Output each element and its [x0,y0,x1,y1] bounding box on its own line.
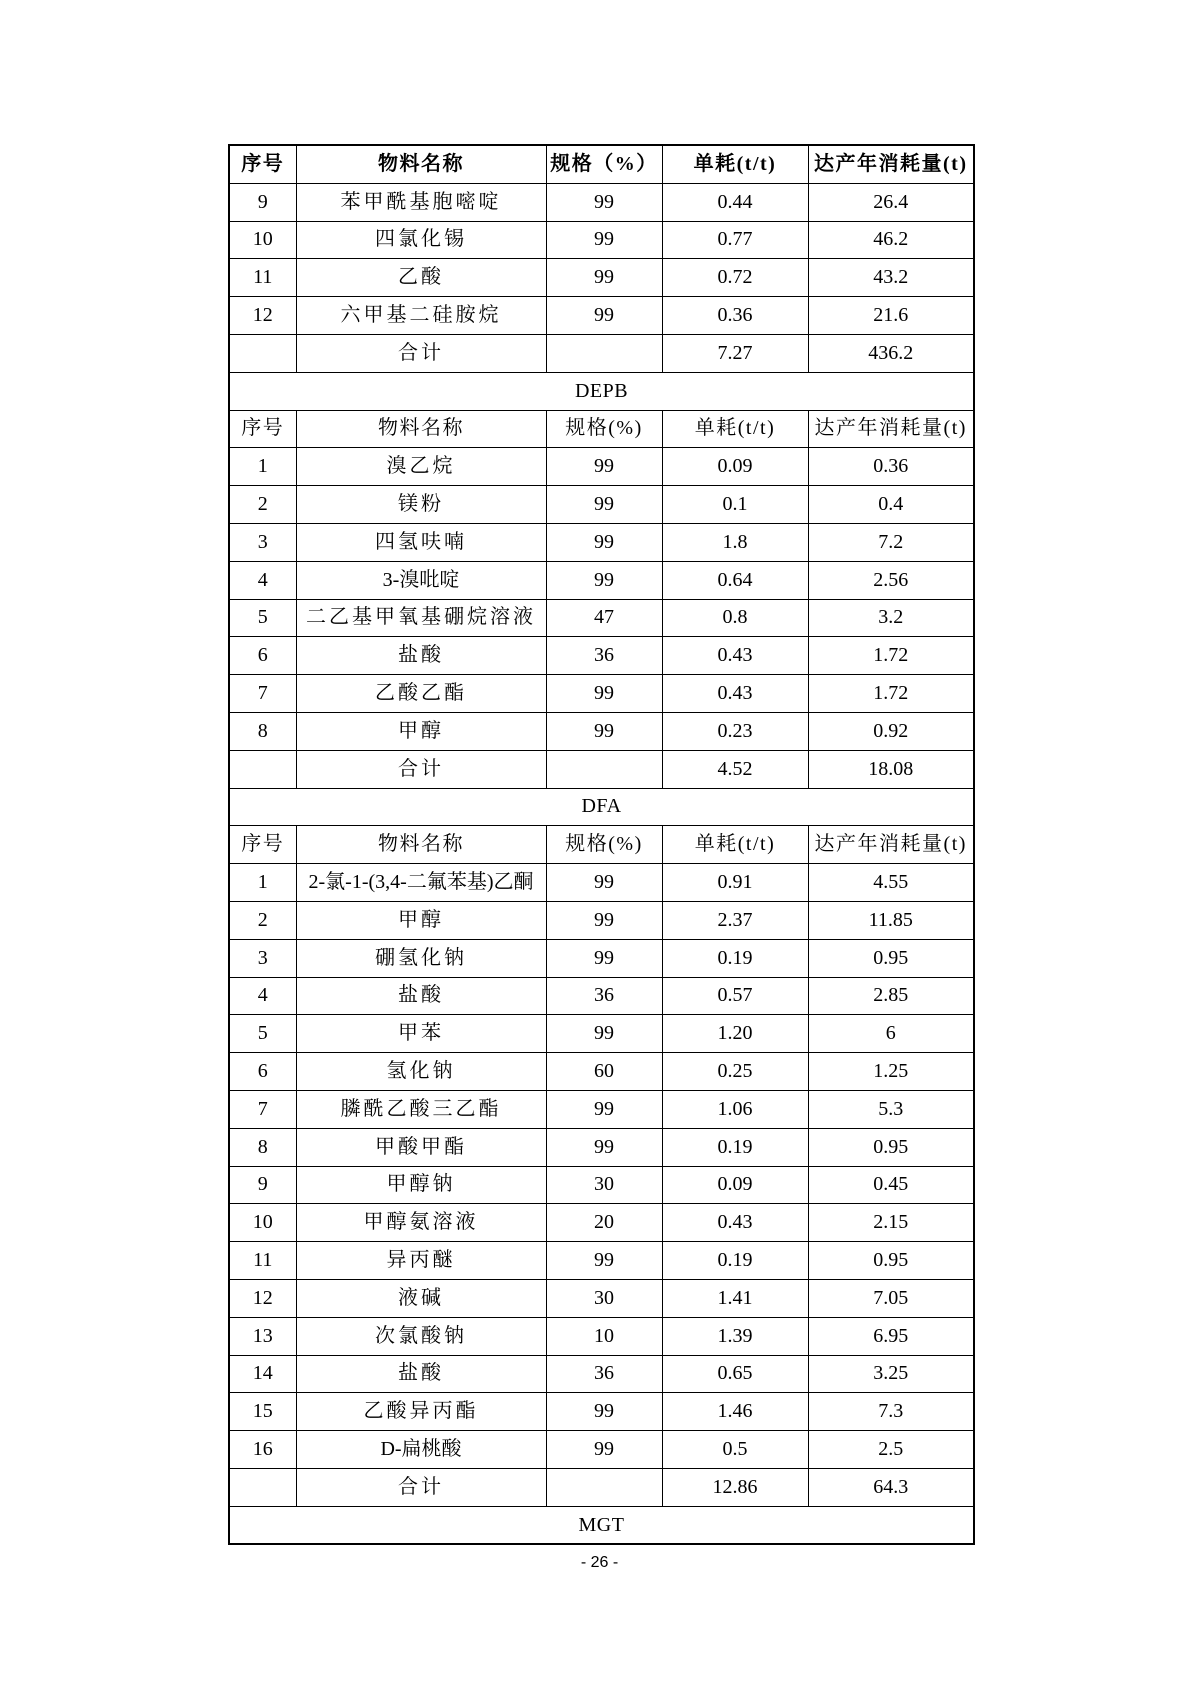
cell-no: 9 [229,183,296,221]
cell-annual: 46.2 [808,221,974,259]
cell-annual: 436.2 [808,334,974,372]
table-row [229,1128,974,1166]
cell-unit: 0.44 [662,183,808,221]
cell-spec: 99 [546,1242,662,1280]
cell-spec: 30 [546,1279,662,1317]
total-row [229,334,974,372]
cell-unit: 12.86 [662,1468,808,1506]
cell-spec: 99 [546,864,662,902]
cell-spec: 30 [546,1166,662,1204]
table-row [229,1242,974,1280]
cell-name: 甲苯 [296,1015,546,1053]
cell-annual: 0.95 [808,1242,974,1280]
cell-unit: 0.64 [662,561,808,599]
table-row [229,1355,974,1393]
cell-name: 2-氯-1-(3,4-二氟苯基)乙酮 [296,864,546,902]
cell-unit: 1.39 [662,1317,808,1355]
column-header-annual: 达产年消耗量(t) [808,410,974,448]
cell-annual: 2.15 [808,1204,974,1242]
materials-table-body [229,145,974,1544]
cell-no: 11 [229,259,296,297]
cell-spec: 99 [546,1431,662,1469]
cell-annual: 5.3 [808,1090,974,1128]
cell-unit: 0.25 [662,1053,808,1091]
cell-annual: 1.25 [808,1053,974,1091]
cell-name: 膦酰乙酸三乙酯 [296,1090,546,1128]
column-header-unit: 单耗(t/t) [662,145,808,183]
cell-no: 12 [229,1279,296,1317]
cell-spec: 36 [546,637,662,675]
cell-no: 11 [229,1242,296,1280]
cell-no: 8 [229,712,296,750]
column-header-spec: 规格(%) [546,826,662,864]
cell-annual: 0.95 [808,1128,974,1166]
cell-unit: 2.37 [662,901,808,939]
cell-unit: 1.8 [662,523,808,561]
total-label: 合计 [296,750,546,788]
cell-no: 14 [229,1355,296,1393]
cell-spec: 99 [546,1015,662,1053]
cell-spec [546,1468,662,1506]
cell-unit: 0.43 [662,637,808,675]
cell-unit: 0.5 [662,1431,808,1469]
cell-no: 3 [229,939,296,977]
cell-no: 12 [229,297,296,335]
table-row [229,1166,974,1204]
table-row [229,486,974,524]
cell-no: 6 [229,637,296,675]
cell-no: 3 [229,523,296,561]
cell-annual: 6.95 [808,1317,974,1355]
cell-name: 甲醇氨溶液 [296,1204,546,1242]
cell-name: D-扁桃酸 [296,1431,546,1469]
cell-annual: 0.45 [808,1166,974,1204]
column-header-no: 序号 [229,145,296,183]
cell-no: 10 [229,221,296,259]
cell-annual: 0.36 [808,448,974,486]
cell-name: 乙酸异丙酯 [296,1393,546,1431]
cell-spec: 36 [546,1355,662,1393]
cell-spec: 99 [546,712,662,750]
cell-name: 苯甲酰基胞嘧啶 [296,183,546,221]
cell-annual: 3.25 [808,1355,974,1393]
column-header-name: 物料名称 [296,410,546,448]
cell-name: 甲酸甲酯 [296,1128,546,1166]
cell-name: 镁粉 [296,486,546,524]
cell-no: 2 [229,901,296,939]
cell-annual: 0.95 [808,939,974,977]
cell-spec: 99 [546,939,662,977]
column-header-unit: 单耗(t/t) [662,410,808,448]
cell-name: 甲醇钠 [296,1166,546,1204]
cell-annual: 2.56 [808,561,974,599]
cell-name: 异丙醚 [296,1242,546,1280]
cell-spec: 10 [546,1317,662,1355]
cell-name: 次氯酸钠 [296,1317,546,1355]
cell-annual: 2.85 [808,977,974,1015]
table-row [229,1431,974,1469]
cell-annual: 1.72 [808,675,974,713]
cell-unit: 0.77 [662,221,808,259]
cell-annual: 4.55 [808,864,974,902]
cell-annual: 18.08 [808,750,974,788]
table-row [229,1279,974,1317]
cell-annual: 7.3 [808,1393,974,1431]
cell-spec [546,334,662,372]
cell-name: 甲醇 [296,712,546,750]
cell-annual: 43.2 [808,259,974,297]
cell-spec: 99 [546,1128,662,1166]
column-header-unit: 单耗(t/t) [662,826,808,864]
cell-unit: 0.09 [662,448,808,486]
cell-name: 六甲基二硅胺烷 [296,297,546,335]
cell-unit: 0.65 [662,1355,808,1393]
table-row [229,901,974,939]
section-title-row [229,372,974,410]
cell-no: 4 [229,977,296,1015]
cell-annual: 26.4 [808,183,974,221]
cell-spec: 60 [546,1053,662,1091]
cell-name: 盐酸 [296,1355,546,1393]
table-row [229,297,974,335]
cell-unit: 0.8 [662,599,808,637]
cell-no: 16 [229,1431,296,1469]
cell-no: 6 [229,1053,296,1091]
section-title-row [229,1506,974,1544]
cell-spec: 99 [546,486,662,524]
cell-unit: 7.27 [662,334,808,372]
cell-unit: 1.20 [662,1015,808,1053]
cell-unit: 0.23 [662,712,808,750]
cell-unit: 1.41 [662,1279,808,1317]
cell-no [229,334,296,372]
cell-unit: 1.06 [662,1090,808,1128]
column-header-spec: 规格（%） [546,145,662,183]
cell-spec: 47 [546,599,662,637]
table-row [229,977,974,1015]
cell-annual: 7.2 [808,523,974,561]
total-row [229,750,974,788]
column-header-row [229,145,974,183]
cell-unit: 1.46 [662,1393,808,1431]
cell-no: 5 [229,599,296,637]
cell-spec: 99 [546,1393,662,1431]
cell-annual: 11.85 [808,901,974,939]
cell-unit: 0.43 [662,675,808,713]
cell-no: 9 [229,1166,296,1204]
cell-name: 四氢呋喃 [296,523,546,561]
cell-no: 4 [229,561,296,599]
cell-spec: 99 [546,448,662,486]
cell-no: 1 [229,448,296,486]
total-label: 合计 [296,1468,546,1506]
cell-annual: 7.05 [808,1279,974,1317]
total-label: 合计 [296,334,546,372]
cell-no: 10 [229,1204,296,1242]
table-row [229,864,974,902]
cell-unit: 0.72 [662,259,808,297]
table-row [229,561,974,599]
column-header-annual: 达产年消耗量(t) [808,145,974,183]
column-header-name: 物料名称 [296,826,546,864]
table-row [229,1053,974,1091]
cell-spec [546,750,662,788]
table-row [229,1204,974,1242]
cell-spec: 99 [546,183,662,221]
cell-no: 7 [229,675,296,713]
cell-no: 2 [229,486,296,524]
cell-name: 盐酸 [296,637,546,675]
table-row [229,1317,974,1355]
cell-annual: 21.6 [808,297,974,335]
cell-no [229,1468,296,1506]
cell-name: 甲醇 [296,901,546,939]
cell-name: 二乙基甲氧基硼烷溶液 [296,599,546,637]
cell-spec: 99 [546,523,662,561]
cell-spec: 36 [546,977,662,1015]
cell-unit: 0.19 [662,1242,808,1280]
table-row [229,448,974,486]
page-number: - 26 - [580,1554,619,1571]
cell-annual: 3.2 [808,599,974,637]
section-title: DFA [229,788,974,826]
cell-unit: 0.1 [662,486,808,524]
column-header-row [229,826,974,864]
cell-name: 乙酸乙酯 [296,675,546,713]
table-row [229,637,974,675]
cell-name: 硼氢化钠 [296,939,546,977]
cell-no: 7 [229,1090,296,1128]
table-row [229,523,974,561]
table-row [229,1015,974,1053]
cell-annual: 64.3 [808,1468,974,1506]
cell-spec: 99 [546,259,662,297]
cell-no: 1 [229,864,296,902]
section-title: DEPB [229,372,974,410]
column-header-no: 序号 [229,826,296,864]
cell-spec: 99 [546,901,662,939]
table-row [229,712,974,750]
cell-name: 乙酸 [296,259,546,297]
cell-no: 15 [229,1393,296,1431]
cell-annual: 0.4 [808,486,974,524]
cell-no: 13 [229,1317,296,1355]
table-row [229,1090,974,1128]
table-row [229,259,974,297]
cell-name: 液碱 [296,1279,546,1317]
cell-no [229,750,296,788]
cell-unit: 0.36 [662,297,808,335]
section-title: MGT [229,1506,974,1544]
cell-spec: 99 [546,675,662,713]
cell-unit: 4.52 [662,750,808,788]
cell-unit: 0.91 [662,864,808,902]
cell-name: 四氯化锡 [296,221,546,259]
table-row [229,183,974,221]
cell-name: 氢化钠 [296,1053,546,1091]
cell-annual: 0.92 [808,712,974,750]
cell-spec: 20 [546,1204,662,1242]
cell-spec: 99 [546,221,662,259]
cell-unit: 0.43 [662,1204,808,1242]
column-header-row [229,410,974,448]
cell-name: 3-溴吡啶 [296,561,546,599]
cell-unit: 0.09 [662,1166,808,1204]
table-row [229,675,974,713]
cell-spec: 99 [546,1090,662,1128]
cell-annual: 2.5 [808,1431,974,1469]
cell-unit: 0.19 [662,1128,808,1166]
cell-unit: 0.57 [662,977,808,1015]
cell-name: 溴乙烷 [296,448,546,486]
total-row [229,1468,974,1506]
cell-no: 8 [229,1128,296,1166]
cell-name: 盐酸 [296,977,546,1015]
cell-spec: 99 [546,561,662,599]
cell-annual: 6 [808,1015,974,1053]
table-row [229,221,974,259]
column-header-no: 序号 [229,410,296,448]
cell-unit: 0.19 [662,939,808,977]
cell-no: 5 [229,1015,296,1053]
table-row [229,939,974,977]
table-row [229,599,974,637]
materials-table [228,144,975,1545]
column-header-annual: 达产年消耗量(t) [808,826,974,864]
column-header-spec: 规格(%) [546,410,662,448]
section-title-row [229,788,974,826]
cell-spec: 99 [546,297,662,335]
column-header-name: 物料名称 [296,145,546,183]
cell-annual: 1.72 [808,637,974,675]
table-row [229,1393,974,1431]
